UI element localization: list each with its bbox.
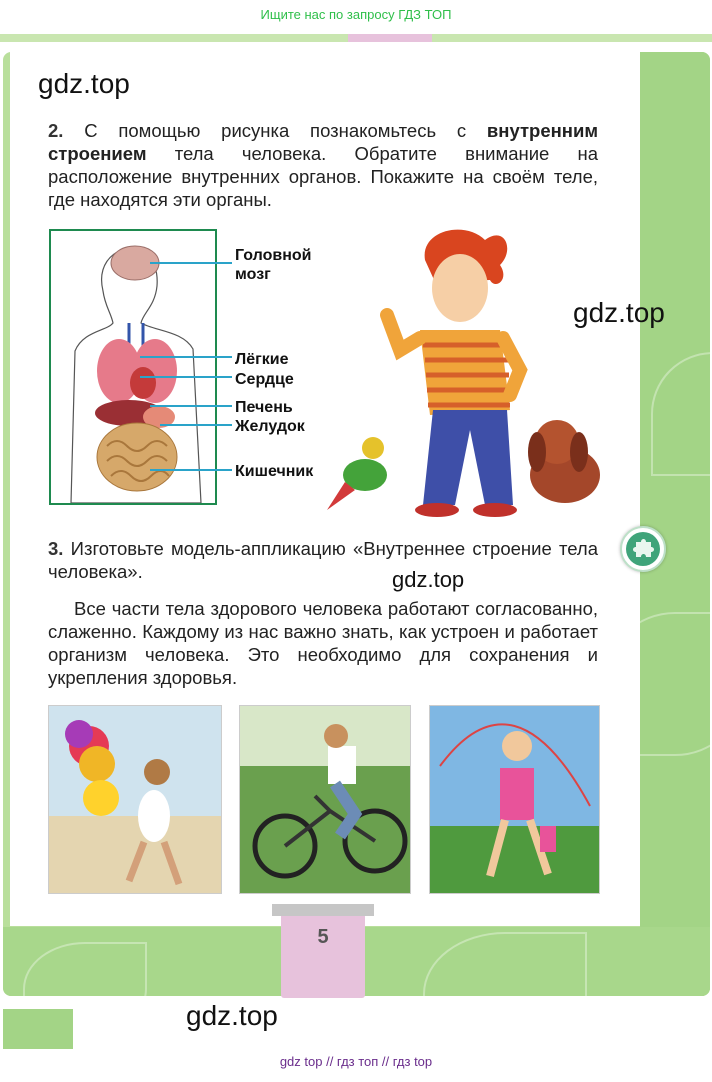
task-2-text-before: С помощью рисунка познакомьтесь с (84, 120, 467, 141)
boy-shoe-right (473, 503, 517, 517)
heart-shape (130, 367, 156, 399)
next-page-green-strip (3, 1009, 73, 1049)
label-liver: Печень (235, 399, 293, 416)
label-lungs: Лёгкие (235, 351, 289, 368)
heart-leader-line (140, 376, 232, 378)
watermark: gdz.top (392, 567, 465, 592)
lungs-leader-line (140, 356, 232, 358)
top-banner (0, 0, 712, 34)
page-number: 5 (317, 926, 329, 948)
parrot-head (362, 437, 384, 459)
boy-parrot-dog-illustration (325, 220, 615, 522)
stomach-leader-line (160, 424, 232, 426)
page-number-tab (281, 912, 365, 998)
right-green-stripe (640, 52, 710, 996)
boy-face (432, 254, 488, 322)
health-paragraph: Все части тела здорового человека работают согласованно, слаженно. Каждому из нас важно знать, как устроен и работает организм человека. Это необходимо для сохранения и укрепления здоровья. (48, 598, 598, 688)
liver-leader-line (150, 405, 232, 407)
photo-girl-jumping-rope (429, 705, 600, 894)
intestine-leader-line (150, 469, 232, 471)
footer-links[interactable]: gdz top // гдз топ // гдз top (279, 1054, 433, 1069)
photo-girl-with-balloons (48, 705, 222, 894)
task-3-text (48, 537, 598, 583)
next-page-preview (3, 1009, 710, 1049)
label-intestine: Кишечник (235, 463, 314, 480)
label-stomach: Желудок (235, 418, 305, 435)
label-brain: Головной мозг (235, 247, 312, 283)
task-3-number: 3. (48, 538, 64, 559)
boy-shoe-left (415, 503, 459, 517)
watermark: gdz.top (573, 297, 665, 328)
boy-jeans (423, 410, 513, 505)
previous-page-strip (0, 34, 712, 42)
photo-boy-on-bicycle (239, 705, 411, 894)
prev-page-tab (348, 34, 432, 42)
task-2-text (48, 119, 598, 211)
task-2-number: 2. (48, 120, 64, 141)
label-heart: Сердце (235, 371, 294, 388)
puzzle-button[interactable] (620, 526, 666, 572)
watermark: gdz.top (186, 1000, 278, 1031)
anatomy-figure (49, 229, 217, 505)
brain-leader-line (150, 262, 232, 264)
body-outline-illustration (51, 231, 215, 503)
watermark: gdz.top (38, 68, 130, 99)
page-tab-shadow (272, 904, 374, 916)
banner-text[interactable]: Ищите нас по запросу ГДЗ ТОП (260, 7, 452, 22)
task-2-bold-term: внутренним строением (48, 120, 599, 164)
task-2-text-after: тела человека. Обратите внимание на расположение внутренних органов. Покажите на своём теле, где находятся эти органы. (48, 143, 598, 210)
task-3-body: Изготовьте модель-аппликацию «Внутреннее строение тела человека». (48, 538, 599, 582)
puzzle-icon (626, 532, 660, 566)
